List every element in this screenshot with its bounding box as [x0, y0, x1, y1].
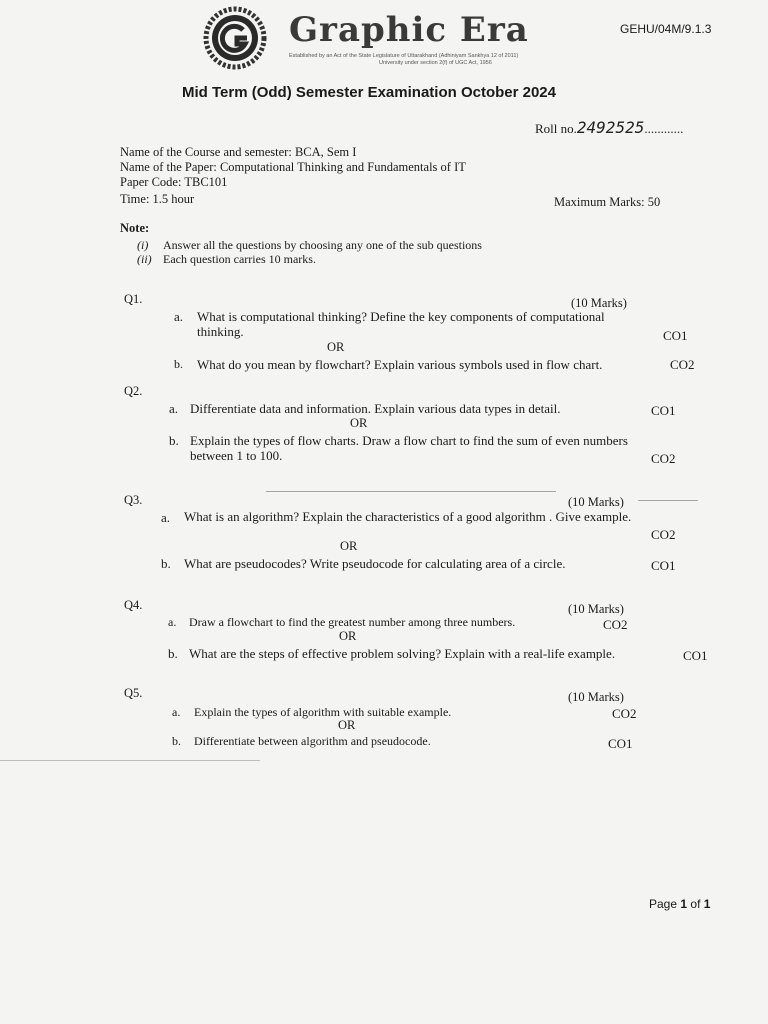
- q3-or: OR: [340, 539, 358, 553]
- course-name: Name of the Course and semester: BCA, Sem I: [120, 145, 357, 159]
- note-item-2-num: (ii): [137, 252, 152, 266]
- roll-label: Roll no.: [535, 121, 577, 136]
- q1-marks: (10 Marks): [571, 296, 627, 310]
- paper-code: Paper Code: TBC101: [120, 175, 228, 189]
- brand-subtitle: Established by an Act of the State Legislature of Uttarakhand (Adhiniyam Sankhya 12 of 2011) University under section 2(f) of UGC Act, 1956: [289, 53, 519, 66]
- paper-name: Name of the Paper: Computational Thinking and Fundamentals of IT: [120, 160, 466, 174]
- note-item-1-num: (i): [137, 238, 149, 252]
- q3b-label: b.: [161, 556, 171, 571]
- q3-number: Q3.: [124, 493, 143, 507]
- q4-marks: (10 Marks): [568, 602, 624, 616]
- q5-or: OR: [338, 718, 356, 732]
- q4b-co: CO1: [683, 648, 708, 663]
- q5a-co: CO2: [612, 706, 637, 721]
- page-number: Page 1 of 1: [649, 897, 711, 911]
- q2a-label: a.: [169, 401, 179, 416]
- document-code: GEHU/04M/9.1.3: [620, 22, 712, 36]
- q1a-text-line1: What is computational thinking? Define the key components of computational: [197, 309, 605, 324]
- q5b-co: CO1: [608, 736, 633, 751]
- q4-or: OR: [339, 629, 357, 643]
- university-logo: [197, 6, 537, 70]
- q4b-label: b.: [168, 646, 178, 661]
- q4a-co: CO2: [603, 617, 628, 632]
- note-title: Note:: [120, 221, 150, 235]
- q3a-text: What is an algorithm? Explain the characteristics of a good algorithm . Give example.: [184, 509, 632, 524]
- q1-number: Q1.: [124, 292, 143, 306]
- q1-or: OR: [327, 340, 345, 354]
- q4-number: Q4.: [124, 598, 143, 612]
- scan-artifact-line: [0, 760, 260, 761]
- roll-number: [535, 118, 683, 137]
- q2-or: OR: [350, 416, 368, 430]
- exam-title: Mid Term (Odd) Semester Examination October 2024: [182, 84, 556, 101]
- q1b-label: b.: [174, 357, 183, 371]
- q2a-text: Differentiate data and information. Explain various data types in detail.: [190, 401, 561, 416]
- q5a-text: Explain the types of algorithm with suitable example.: [194, 705, 452, 719]
- q5-number: Q5.: [124, 686, 143, 700]
- note-item-1-text: Answer all the questions by choosing any one of the sub questions: [163, 238, 482, 252]
- q1b-text: What do you mean by flowchart? Explain various symbols used in flow chart.: [197, 357, 603, 372]
- q4a-text: Draw a flowchart to find the greatest number among three numbers.: [189, 615, 516, 629]
- q1a-text-line2: thinking.: [197, 324, 244, 339]
- q1b-co: CO2: [670, 357, 695, 372]
- q3-marks: (10 Marks): [568, 495, 624, 509]
- q3b-text: What are pseudocodes? Write pseudocode for calculating area of a circle.: [184, 556, 566, 571]
- q1a-co: CO1: [663, 328, 688, 343]
- q3a-co: CO2: [651, 527, 676, 542]
- maximum-marks: Maximum Marks: 50: [554, 195, 661, 209]
- scratch-line: [266, 491, 556, 492]
- q2b-label: b.: [169, 433, 179, 448]
- q2b-co: CO2: [651, 451, 676, 466]
- q2b-text-line2: between 1 to 100.: [190, 448, 283, 463]
- q4a-label: a.: [168, 615, 177, 629]
- roll-value-handwritten: 2492525: [576, 118, 645, 137]
- q5b-label: b.: [172, 734, 181, 748]
- q3a-label: a.: [161, 510, 171, 525]
- scratch-line: [638, 500, 698, 501]
- q4b-text: What are the steps of effective problem solving? Explain with a real-life example.: [189, 646, 616, 661]
- q3b-co: CO1: [651, 558, 676, 573]
- q5b-text: Differentiate between algorithm and pseudocode.: [194, 734, 431, 748]
- university-seal-icon: [197, 6, 287, 70]
- time-allowed: Time: 1.5 hour: [120, 192, 195, 206]
- note-item-2-text: Each question carries 10 marks.: [163, 252, 316, 266]
- q2b-text-line1: Explain the types of flow charts. Draw a flow chart to find the sum of even numbers: [190, 433, 628, 448]
- q1a-label: a.: [174, 309, 184, 324]
- q2-number: Q2.: [124, 384, 143, 398]
- q5-marks: (10 Marks): [568, 690, 624, 704]
- q2a-co: CO1: [651, 403, 676, 418]
- q5a-label: a.: [172, 705, 181, 719]
- brand-name: Graphic Era: [289, 10, 529, 50]
- roll-dots: ............: [644, 121, 684, 136]
